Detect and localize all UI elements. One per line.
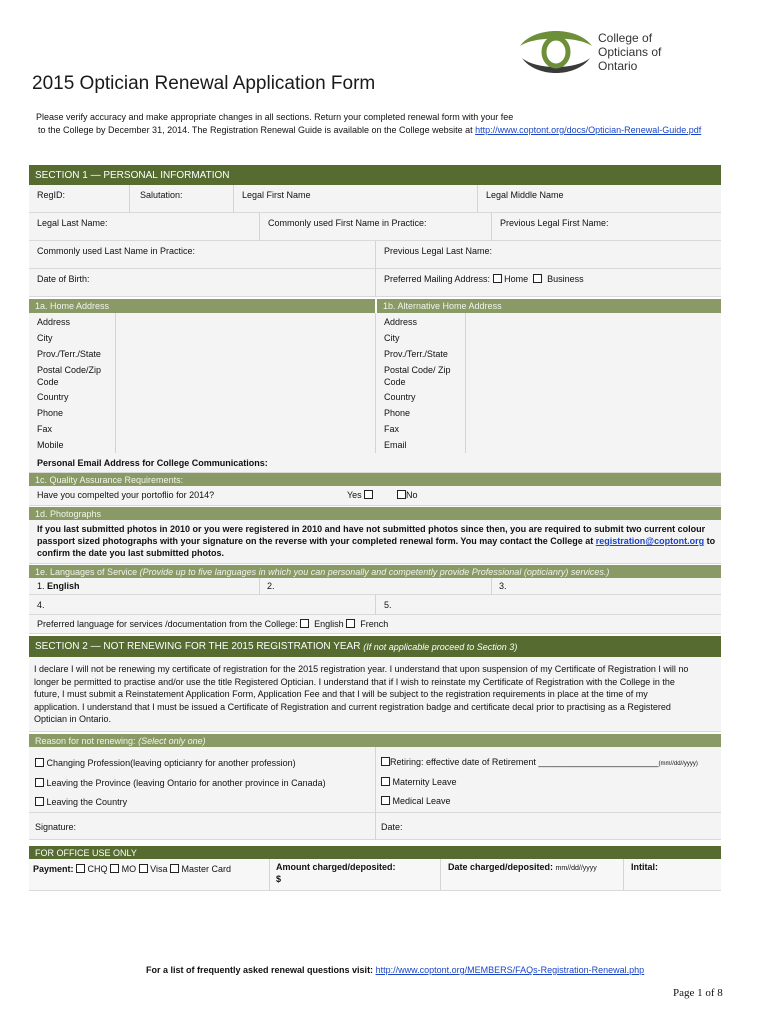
alt-prov-label: Prov./Terr./State — [384, 349, 448, 359]
home-city-label: City — [37, 333, 53, 343]
row-signature — [29, 813, 721, 840]
salutation-label: Salutation: — [140, 190, 183, 200]
personal-email-text: Personal Email Address for College Communications: — [37, 458, 268, 468]
declaration-line-1: I declare I will not be renewing my certificate of registration for the 2015 registration year. I understand that upon suspension of my Certificate of Registration I will no — [34, 664, 689, 674]
office-header: FOR OFFICE USE ONLY — [29, 846, 721, 859]
qa-yes — [347, 489, 373, 501]
faq-link[interactable]: http://www.coptont.org/MEMBERS/FAQs-Registration-Renewal.php — [375, 965, 645, 975]
medical-label: Medical Leave — [392, 796, 451, 806]
photos-line-1: If you last submitted photos in 2010 or you were registered in 2010 and have not submitted photos since then, you are required to submit two current colour — [37, 524, 706, 534]
amount-dollar: $ — [276, 874, 282, 884]
logo-text — [598, 31, 661, 73]
divider — [259, 578, 260, 595]
home-address-label: Address — [37, 317, 71, 327]
row-common-last — [29, 241, 721, 269]
leaving-country-label: Leaving the Country — [46, 797, 128, 807]
date-charged-format: mm//dd//yyyy — [555, 865, 597, 872]
payment-options — [33, 863, 231, 875]
declaration-line-5: Optician in Ontario. — [34, 714, 112, 724]
signature-label: Signature: — [35, 822, 77, 832]
retiring-label: Retiring: effective date of Retirement ________________________ — [390, 757, 659, 767]
alt-phone-label: Phone — [384, 408, 411, 418]
divider — [259, 213, 260, 241]
divider — [269, 859, 270, 891]
language-1 — [37, 580, 80, 592]
logo-line-3: Ontario — [598, 59, 638, 73]
declaration-text — [34, 663, 718, 726]
payment-label: Payment: — [33, 864, 74, 874]
reason-options — [29, 747, 721, 813]
language-2: 2. — [267, 581, 275, 591]
english-checkbox[interactable] — [300, 619, 309, 628]
leaving-country-checkbox[interactable] — [35, 797, 44, 806]
section-2-declaration — [29, 657, 721, 732]
divider — [375, 241, 376, 269]
option-changing-profession — [35, 757, 296, 769]
mailing-pref — [384, 273, 584, 285]
row-qa — [29, 486, 721, 506]
prev-first-label: Previous Legal First Name: — [500, 218, 609, 228]
qa-no — [397, 489, 418, 501]
common-first-label: Commonly used First Name in Practice: — [268, 218, 427, 228]
divider — [375, 747, 376, 813]
section-2-header — [29, 636, 721, 657]
alt-postal-label-2: Code — [384, 377, 406, 387]
photos-line-3: confirm the date you last submitted photos. — [37, 548, 225, 558]
mo-checkbox[interactable] — [110, 864, 119, 873]
photos-line-2-text: passport sized photographs with your signature on the reverse with your completed renewal form. You may contact the College at — [37, 536, 594, 546]
mailing-label: Preferred Mailing Address: — [384, 274, 491, 284]
maternity-label: Maternity Leave — [392, 777, 457, 787]
preferred-language — [37, 618, 388, 630]
changing-profession-checkbox[interactable] — [35, 758, 44, 767]
divider — [491, 213, 492, 241]
languages-title: 1e. Languages of Service — [35, 566, 138, 577]
divider — [623, 859, 624, 891]
chq-label: CHQ — [87, 864, 108, 874]
mastercard-checkbox[interactable] — [170, 864, 179, 873]
college-logo — [516, 24, 596, 80]
faq-footer — [146, 965, 644, 975]
alt-city-label: City — [384, 333, 400, 343]
photos-line-2-end: to — [706, 536, 716, 546]
section-1-header: SECTION 1 — PERSONAL INFORMATION — [29, 165, 721, 185]
reason-header — [29, 734, 721, 747]
legal-middle-label: Legal Middle Name — [486, 190, 564, 200]
business-checkbox[interactable] — [533, 274, 542, 283]
intro-line-2-text: to the College by December 31, 2014. The Registration Renewal Guide is available on the College website at — [38, 125, 473, 135]
qa-yes-checkbox[interactable] — [364, 490, 373, 499]
chq-checkbox[interactable] — [76, 864, 85, 873]
mastercard-label: Master Card — [181, 864, 232, 874]
declaration-line-2: longer be permitted to practise and/or use the title Registered Optician. I understand that if I wish to reinstate my Certificate of Registration with the College in the — [34, 676, 675, 687]
date-charged-label: Date charged/deposited: — [448, 862, 554, 872]
visa-label: Visa — [150, 864, 168, 874]
option-leaving-country — [35, 796, 127, 808]
qa-no-label: No — [406, 490, 418, 500]
divider — [440, 859, 441, 891]
languages-note: (Provide up to five languages in which you can personally and competently provide Professional (opticianry) services.) — [139, 566, 610, 577]
qa-yes-label: Yes — [347, 490, 362, 500]
intro-line-1: Please verify accuracy and make appropriate changes in all sections. Return your completed renewal form with your fee — [36, 112, 514, 122]
photos-line-2 — [37, 535, 717, 547]
retiring-date-format: (mm//dd//yyyy) — [658, 761, 698, 767]
leaving-province-checkbox[interactable] — [35, 778, 44, 787]
initial-label: Intital: — [631, 862, 658, 872]
row-dob — [29, 269, 721, 297]
alt-address-label: Address — [384, 317, 418, 327]
reason-note: (Select only one) — [138, 735, 206, 746]
divider — [129, 185, 130, 213]
divider — [375, 813, 376, 840]
faq-text: For a list of frequently asked renewal questions visit: — [146, 965, 374, 975]
row-preferred-language — [29, 615, 721, 634]
office-row — [29, 859, 721, 891]
regid-label: RegID: — [37, 190, 66, 200]
logo-line-1: College of — [598, 31, 653, 45]
dob-label: Date of Birth: — [37, 274, 90, 284]
mo-label: MO — [121, 864, 137, 874]
prev-last-label: Previous Legal Last Name: — [384, 246, 493, 256]
page-number: Page 1 of 8 — [673, 987, 723, 999]
home-fax-label: Fax — [37, 424, 53, 434]
divider — [233, 185, 234, 213]
home-postal-label-2: Code — [37, 377, 59, 387]
option-retiring — [381, 756, 698, 770]
home-country-label: Country — [37, 392, 69, 402]
declaration-line-4: application. I understand that I must be issued a Certificate of Registration and current registration badge and certificate decal prior to practising as a Registered — [34, 701, 671, 712]
option-maternity — [381, 776, 457, 788]
preferred-language-label: Preferred language for services /documentation from the College: — [37, 619, 298, 629]
row-legal-last — [29, 213, 721, 241]
row-regid — [29, 185, 721, 213]
row-languages-2 — [29, 595, 721, 615]
row-photos — [29, 520, 721, 564]
divider — [477, 185, 478, 213]
visa-checkbox[interactable] — [139, 864, 148, 873]
divider — [375, 269, 376, 297]
home-checkbox[interactable] — [493, 274, 502, 283]
home-postal-label: Postal Code/Zip — [37, 365, 102, 375]
alt-postal-label: Postal Code/ Zip — [384, 365, 451, 375]
option-leaving-province — [35, 777, 326, 789]
legal-first-label: Legal First Name — [242, 190, 311, 200]
date-label: Date: — [381, 822, 403, 832]
date-charged-field — [448, 861, 597, 875]
alt-address-header: 1b. Alternative Home Address — [377, 299, 721, 313]
home-phone-label: Phone — [37, 408, 64, 418]
eye-logo-icon — [516, 24, 596, 80]
medical-checkbox[interactable] — [381, 796, 390, 805]
qa-question: Have you compelted your portoflio for 2014? — [37, 490, 215, 500]
page-title: 2015 Optician Renewal Application Form — [32, 73, 376, 94]
guide-link[interactable]: http://www.coptont.org/docs/Optician-Renewal-Guide.pdf — [475, 125, 702, 135]
divider — [115, 313, 116, 453]
reason-title: Reason for not renewing: — [35, 735, 136, 746]
declaration-line-3: future, I must submit a Reinstatement Application Form, Application Fee and that I will be subject to the registration requirements in place at the time of my — [34, 689, 648, 699]
section-2-note: (If not applicable proceed to Section 3) — [363, 641, 518, 652]
french-label: French — [360, 619, 389, 629]
retiring-checkbox[interactable] — [381, 757, 390, 766]
row-personal-email — [29, 453, 721, 473]
leaving-province-label: Leaving the Province (leaving Ontario for another province in Canada) — [46, 778, 326, 788]
changing-profession-label: Changing Profession(leaving opticianry for another profession) — [46, 758, 296, 768]
alt-fax-label: Fax — [384, 424, 400, 434]
option-medical — [381, 795, 451, 807]
maternity-checkbox[interactable] — [381, 777, 390, 786]
registration-email-link[interactable]: registration@coptont.org — [595, 536, 705, 546]
qa-no-checkbox[interactable] — [397, 490, 406, 499]
french-checkbox[interactable] — [346, 619, 355, 628]
logo-line-2: Opticians of — [598, 45, 662, 59]
language-4: 4. — [37, 600, 45, 610]
business-label: Business — [547, 274, 584, 284]
intro-line-2 — [38, 125, 701, 135]
divider — [375, 313, 376, 453]
common-last-label: Commonly used Last Name in Practice: — [37, 246, 196, 256]
address-block — [29, 313, 721, 453]
language-1-num: 1. — [37, 581, 45, 591]
english-label: English — [314, 619, 344, 629]
language-1-value: English — [47, 581, 80, 591]
home-mobile-label: Mobile — [37, 440, 64, 450]
divider — [491, 578, 492, 595]
home-address-header: 1a. Home Address — [29, 299, 375, 313]
amount-field — [276, 861, 396, 885]
divider — [375, 595, 376, 615]
amount-label: Amount charged/deposited: — [276, 862, 396, 872]
personal-email-label — [37, 457, 268, 469]
language-5: 5. — [384, 600, 392, 610]
divider — [465, 313, 466, 453]
legal-last-label: Legal Last Name: — [37, 218, 108, 228]
home-prov-label: Prov./Terr./State — [37, 349, 101, 359]
photos-text — [37, 523, 717, 559]
photos-header: 1d. Photographs — [29, 507, 721, 520]
row-languages-1 — [29, 578, 721, 595]
alt-country-label: Country — [384, 392, 416, 402]
section-2-title: SECTION 2 — NOT RENEWING FOR THE 2015 REGISTRATION YEAR — [35, 641, 361, 652]
qa-header: 1c. Quality Assurance Requirements: — [29, 473, 721, 486]
languages-header — [29, 565, 721, 578]
alt-email-label: Email — [384, 440, 407, 450]
home-label: Home — [504, 274, 529, 284]
language-3: 3. — [499, 581, 507, 591]
